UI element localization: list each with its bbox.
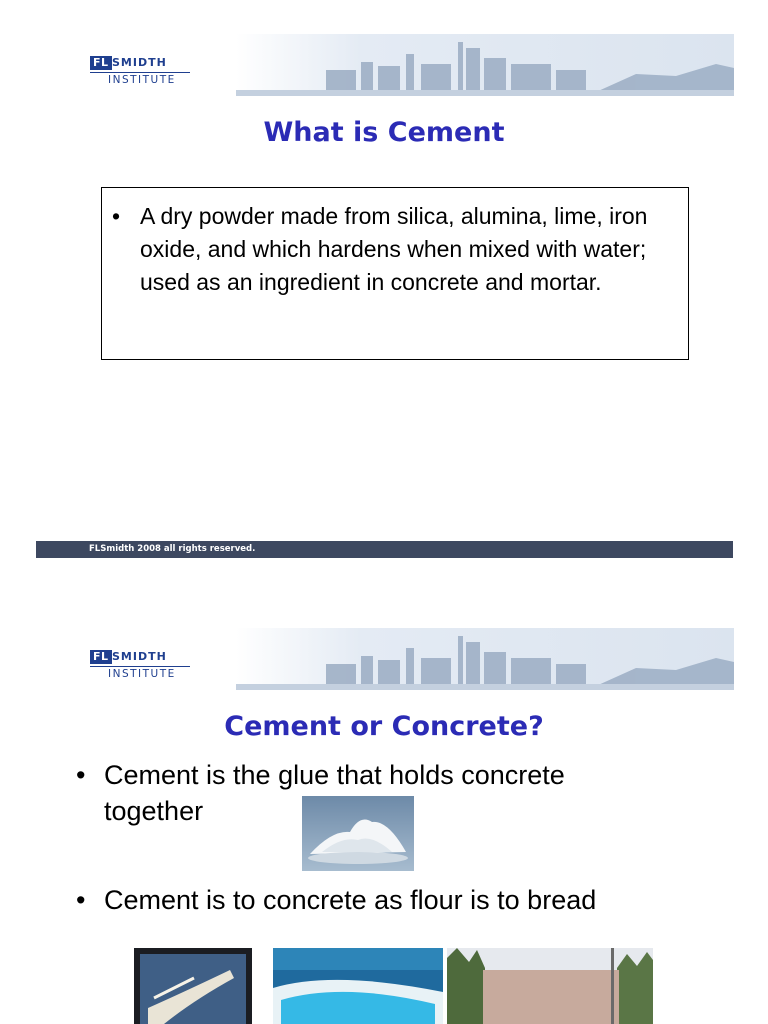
logo-institute-text: INSTITUTE <box>108 668 176 680</box>
industrial-plant-banner <box>236 628 734 690</box>
industrial-plant-banner <box>236 34 734 96</box>
slide-cement-or-concrete <box>0 600 768 1024</box>
definition-box <box>101 187 689 360</box>
logo-fl-mark: FL <box>90 56 112 70</box>
cement-powder-photo <box>302 796 414 871</box>
slide-title: What is Cement <box>263 117 505 148</box>
bullet-text: Cement is to concrete as flour is to bread <box>104 885 597 915</box>
flsmidth-institute-logo <box>90 56 200 96</box>
flsmidth-institute-logo <box>90 650 200 690</box>
bullet-icon: • <box>76 760 86 790</box>
logo-fl-mark: FL <box>90 650 112 664</box>
concrete-wall-photo <box>447 948 653 1024</box>
logo-institute-text: INSTITUTE <box>108 74 176 86</box>
sculpture-photo <box>134 948 252 1024</box>
bullet-flour-bread <box>76 882 726 918</box>
copyright-footer: FLSmidth 2008 all rights reserved. <box>36 541 733 558</box>
logo-rule <box>90 72 190 73</box>
swimming-pool-photo <box>273 948 443 1024</box>
bullet-icon: • <box>112 203 121 229</box>
logo-smidth-text: SMIDTH <box>112 650 167 663</box>
definition-bullet <box>112 200 672 299</box>
slide-title: Cement or Concrete? <box>224 711 544 742</box>
logo-rule <box>90 666 190 667</box>
bullet-icon: • <box>76 885 86 915</box>
logo-smidth-text: SMIDTH <box>112 56 167 69</box>
bullet-text: Cement is the glue that holds concrete together <box>104 760 565 826</box>
definition-text: A dry powder made from silica, alumina, lime, iron oxide, and which hardens when mixed with water; used as an ingredient in concrete and mortar. <box>140 203 648 295</box>
